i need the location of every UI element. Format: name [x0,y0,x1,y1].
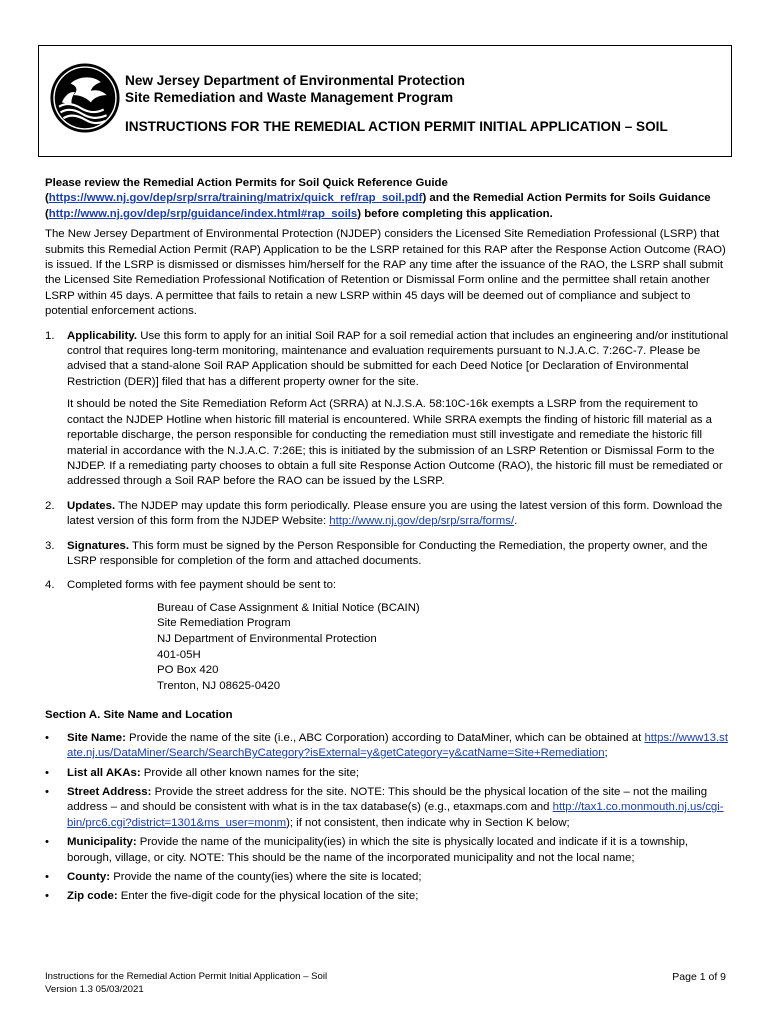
item-label: Updates. [67,499,116,512]
item-signatures: 3. Signatures. This form must be signed by the Person Responsible for Conducting the Remediation, the property owner, and the LSRP responsible for completion of the form and attached documents. [45,539,708,567]
document-title: INSTRUCTIONS FOR THE REMEDIAL ACTION PERMIT INITIAL APPLICATION – SOIL [125,119,668,134]
footer-title: Instructions for the Remedial Action Permit Initial Application – Soil [45,971,328,982]
document-body [45,176,730,909]
quick-reference-link[interactable]: https://www.nj.gov/dep/srp/srra/training/matrix/quick_ref/rap_soil.pdf [48,192,423,205]
item-applicability: 1. Applicability. Use this form to apply for an initial Soil RAP for a soil remedial action that includes an engineering and/or institutional control that requires long-term monitoring, maintenance and evaluation requirements pursuant to N.J.A.C. 7:26C-7. Please be advised that a stand-alone Soil RAP Application should be submitted for each Deed Notice [or Declaration of Environmental Restriction (DER)] filed that has a different property owner for the site. It should be noted the Site Remediation Reform Act (SRRA) at N.J.S.A. 58:10C-16k exempts a LSRP from the requirement to contact the NJDEP Hotline when historic fill material is encountered. While SRRA exempts the finding of historic fill material as a reportable discharge, the person responsible for conducting the remediation must still investigate and remediate the historic fill material in accordance with the N.J.A.C. 7:26E; this is initiated by the submission of an LSRP Retention or Dismissal Form to the NJDEP. If a remediating party chooses to obtain a full site Response Action Outcome (RAO), the historic fill must be remediated or addressed through a Soil RAP before the RAO can be issued by the LSRP. [45,329,730,490]
address-line: PO Box 420 [157,664,219,677]
address-line: 401-05H [157,648,201,661]
lsrp-paragraph: The New Jersey Department of Environmental Protection (NJDEP) considers the Licensed Site Remediation Professional (LSRP) that submits this Remedial Action Permit (RAP) Application to be the LSRP retained for this RAP after the Response Action Outcome (RAO) is issued. If the LSRP is dismissed or dismisses him/herself for the RAP any time after the issuance of the RAO, the LSRP shall submit the Licensed Site Remediation Professional Notification of Retention or Dismissal Form online and the permittee shall retain another LSRP within 45 days. A permittee that fails to retain a new LSRP within 45 days will be deemed out of compliance and subject to potential enforcement actions. [45,228,726,318]
item-number: 2. [45,499,55,512]
bullet-icon: • [45,870,49,883]
list-item-akas: • List all AKAs: Provide all other known names for the site; [45,766,730,781]
header-agency-block [125,72,465,106]
header-box [38,45,732,157]
list-item-site-name: • Site Name: Provide the name of the site (i.e., ABC Corporation) according to DataMiner, which can be obtained at https://www13.state.nj.us/DataMiner/Search/SearchByCategory?isExternal=y&getCategory=y&catName=Site+Remediation; [45,731,728,760]
bullet-icon: • [45,731,49,744]
page-number: Page 1 of 9 [672,971,726,983]
agency-name: New Jersey Department of Environmental Protection [125,73,465,88]
bullet-icon: • [45,890,49,903]
item-number: 1. [45,329,55,342]
item-updates: 2. Updates. The NJDEP may update this form periodically. Please ensure you are using the latest version of this form. Download the latest version of this form from the NJDEP Website: http://www.nj.gov/dep/srp/srra/forms/. [45,499,723,528]
guidance-link[interactable]: http://www.nj.gov/dep/srp/guidance/index.html#rap_soils [48,207,358,220]
address-line: NJ Department of Environmental Protection [157,632,377,645]
list-item-municipality: • Municipality: Provide the name of the municipality(ies) in which the site is physically located and indicate if it is a township, borough, village, or city. NOTE: This should be the name of the incorporated municipality and not the local name; [45,836,689,864]
njdep-seal-icon [49,62,121,134]
mailing-instruction: Completed forms with fee payment should be sent to: [67,579,337,592]
bullet-icon: • [45,836,49,849]
list-item-county: • County: Provide the name of the county(ies) where the site is located; [45,870,730,885]
program-name: Site Remediation and Waste Management Program [125,90,454,105]
address-line: Bureau of Case Assignment & Initial Notice (BCAIN) [157,601,420,614]
dataminer-link[interactable]: https://www13.state.nj.us/DataMiner/Search/SearchByCategory?isExternal=y&getCategory=y&catName=Site+Remediation [67,731,728,760]
intro-notice: Please review the Remedial Action Permits for Soil Quick Reference Guide (https://www.nj.gov/dep/srp/srra/training/matrix/quick_ref/rap_soil.pdf) and the Remedial Action Permits for Soils Guidance (http://www.nj.gov/dep/srp/guidance/index.html#rap_soils) before completing this application. [45,177,711,220]
list-item-street-address: • Street Address: Provide the street address for the site. NOTE: This should be the physical location of the site – not the mailing address – and should be consistent with what is in the tax database(s) (e.g., etaxmaps.com and http://tax1.co.monmouth.nj.us/cgi-bin/prc6.cgi?district=1301&ms_user=monm); if not consistent, then indicate why in Section K below; [45,785,724,829]
item-mailing [45,578,730,694]
bullet-icon: • [45,766,49,779]
forms-link[interactable]: http://www.nj.gov/dep/srp/srra/forms/ [329,515,515,528]
footer-version: Version 1.3 05/03/2021 [45,984,144,995]
list-item-zip-code: • Zip code: Enter the five-digit code for the physical location of the site; [45,889,730,904]
tax-map-link[interactable]: http://tax1.co.monmouth.nj.us/cgi-bin/prc6.cgi?district=1301&ms_user=monm [67,801,724,829]
historic-fill-note: It should be noted the Site Remediation Reform Act (SRRA) at N.J.S.A. 58:10C-16k exempts a LSRP from the requirement to contact the NJDEP Hotline when historic fill material is encountered. While SRRA exempts the finding of historic fill material as a reportable discharge, the person responsible for conducting the remediation must still investigate and remediate the historic fill material in accordance with the N.J.A.C. 7:26E; this is initiated by the submission of an LSRP Retention or Dismissal Form to the NJDEP. If a remediating party chooses to obtain a full site Response Action Outcome (RAO), the historic fill must be remediated or addressed through a Soil RAP before the RAO can be issued by the LSRP. [67,398,723,488]
mailing-address [67,601,730,695]
section-a-list [45,731,730,905]
item-label: Signatures. [67,539,130,552]
address-line: Site Remediation Program [157,617,291,630]
footer-document-info [45,970,327,996]
bullet-icon: • [45,785,49,798]
address-line: Trenton, NJ 08625-0420 [157,679,281,692]
item-number: 3. [45,539,55,552]
item-number: 4. [45,579,55,592]
item-label: Applicability. [67,329,138,342]
section-a-heading: Section A. Site Name and Location [45,709,233,722]
